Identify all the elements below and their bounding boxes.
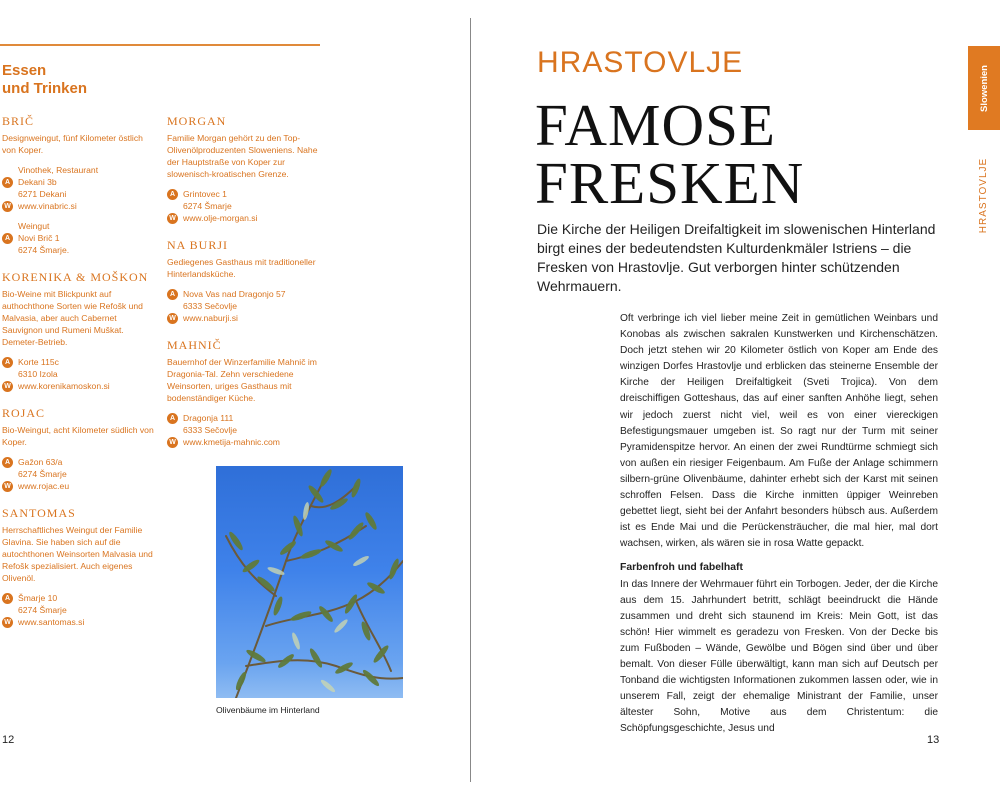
venue-description: Designweingut, fünf Kilometer östlich von Koper. [2, 133, 143, 155]
web-line[interactable] [2, 616, 157, 628]
page-number-right: 13 [927, 734, 940, 746]
address-city: 6274 Šmarje. [18, 245, 70, 255]
web-line[interactable] [167, 212, 322, 224]
address-line: A Novi Brič 1 [2, 232, 157, 244]
chapter-tab-label: Slowenien [978, 64, 990, 112]
article-lead: Die Kirche der Heiligen Dreifaltigkeit im slowenischen Hinterland birgt eines der bedeutendsten Kulturdenkmäler Istriens – die Fresken von Hrastovlje. Gut verborgen hinter schützenden Wehrmauern. [537, 221, 936, 294]
venue-block-weingut [2, 220, 157, 256]
web-line[interactable] [2, 380, 157, 392]
web-icon: W [2, 201, 13, 212]
web-icon: W [167, 213, 178, 224]
web-line[interactable] [2, 200, 157, 212]
venue-block-label: Weingut [18, 221, 50, 231]
address-icon: A [2, 233, 13, 244]
venue-name: MORGAN [167, 114, 227, 128]
venue-description: Familie Morgan gehört zu den Top-Olivenölproduzenten Sloweniens. Nahe der Hauptstraße von Koper zur slowenisch-kroatischen Grenze. [167, 133, 318, 179]
address-icon: A [167, 189, 178, 200]
web-link[interactable]: www.kmetija-mahnic.com [183, 437, 280, 447]
olive-branches-illustration [216, 466, 403, 698]
side-label-text: HRASTOVLJE [978, 157, 990, 233]
photo-caption: Olivenbäume im Hinterland [216, 705, 320, 715]
top-rule [0, 44, 320, 46]
address-city: 6333 Sečovlje [183, 425, 237, 435]
olive-tree-photo [216, 466, 403, 698]
address-icon: A [2, 177, 13, 188]
web-link[interactable]: www.korenikamoskon.si [18, 381, 110, 391]
section-title-line1: Essen [2, 62, 47, 79]
address-line: A Dragonja 111 [167, 412, 322, 424]
headline-line2: FRESKEN [535, 150, 805, 216]
venue-description: Bio-Weine mit Blickpunkt auf authochthone Sorten wie Refošk und Malvasia, aber auch Cabernet Sauvignon und Rumeni Muškat. Demeter-Betrieb. [2, 289, 143, 347]
address-city: 6274 Šmarje [18, 605, 67, 615]
venue-column-left [2, 114, 157, 642]
address-icon: A [167, 413, 178, 424]
address-city: 6333 Sečovlje [183, 301, 237, 311]
venue-rojac [2, 406, 157, 492]
article-kicker: HRASTOVLJE [537, 46, 744, 79]
side-label [968, 150, 1000, 240]
venue-column-right [167, 114, 322, 462]
web-link[interactable]: www.vinabric.si [18, 201, 77, 211]
venue-name: BRIČ [2, 114, 35, 128]
address-line: A Nova Vas nad Dragonjo 57 [167, 288, 322, 300]
web-icon: W [167, 313, 178, 324]
web-icon: W [167, 437, 178, 448]
venue-santomas [2, 506, 157, 628]
article-body [620, 311, 938, 745]
venue-block-label: Vinothek, Restaurant [18, 165, 99, 175]
venue-na-burji [167, 238, 322, 324]
venue-description: Herrschaftliches Weingut der Familie Glavina. Sie haben sich auf die autochthonen Weinsorten Malvasia und Refošk spezialisiert. Auch eigenes Olivenöl. [2, 525, 153, 583]
address-city: 6310 Izola [18, 369, 58, 379]
address-icon: A [167, 289, 178, 300]
address-line: A Šmarje 10 [2, 592, 157, 604]
address-line: A Grintovec 1 [167, 188, 322, 200]
venue-name: NA BURJI [167, 238, 229, 252]
address-line: A Gažon 63/a [2, 456, 157, 468]
web-link[interactable]: www.santomas.si [18, 617, 85, 627]
venue-name: SANTOMAS [2, 506, 76, 520]
venue-description: Bauernhof der Winzerfamilie Mahnič im Dragonia-Tal. Zehn verschiedene Weinsorten, uriges Gasthaus mit bodenständiger Küche. [167, 357, 317, 403]
address-city: 6274 Šmarje [183, 201, 232, 211]
venue-morgan [167, 114, 322, 224]
venue-korenika [2, 270, 157, 392]
address-icon: A [2, 457, 13, 468]
venue-name: KORENIKA & MOŠKON [2, 270, 149, 284]
address-line: A Dekani 3b [2, 176, 157, 188]
headline-line1: FAMOSE [535, 92, 776, 158]
venue-bric [2, 114, 157, 256]
address-city: 6274 Šmarje [18, 469, 67, 479]
page-number-left: 12 [2, 734, 15, 746]
address-line: A Korte 115c [2, 356, 157, 368]
body-paragraph-2: In das Innere der Wehrmauer führt ein Torbogen. Jeder, der die Kirche aus dem 15. Jahrhundert betritt, schlägt beeindruckt die Hände zusammen und dreht sich staunend im Kreis: Mein Gott, ist das schön! Hier wimmelt es geradezu von Fresken. Von der Decke bis zum Fußboden – Wände, Gewölbe und Bögen sind über und über bemalt. Von dieser Fülle überwältigt, kann man sich auf Deutsch per Tonband die wichtigsten Informationen zukommen lassen oder, wie in unserem Fall, zeigt der ehemalige Ministrant der Familie, unser ältester Sohn, Motive aus dem Christentum: die Schöpfungsgeschichte, Jesus und [620, 578, 938, 735]
venue-mahnic [167, 338, 322, 448]
address-icon: A [2, 593, 13, 604]
article-headline [535, 92, 805, 216]
venue-name: ROJAC [2, 406, 46, 420]
body-paragraph-1: Oft verbringe ich viel lieber meine Zeit in gemütlichen Weinbars und Konobas als zwischen sakralen Kunstwerken und Kirchenschätzen. Doch jetzt stehen wir 20 Kilometer östlich von Koper am Ende des winzigen Dorfes Hrastovlje und erblicken das steinerne Ensemble der Kirche der Heiligen Dreifaltigkeit (Sveti Trojica). Von dem dreischiffigen Gotteshaus, das auf einer sanften Anhöhe liegt, sehen wir jedoch zuerst nicht viel, weil es von einer viereckigen Befestigungsmauer umgeben ist. So ragt nur der Turm mit seiner Pyramidenspitze hervor. An einen der zwei Rundtürme schmiegt sich von außen ein riesiger Feigenbaum. Am Fuße der Anlage schimmern silbern-grüne Olivenbäume, dahinter erhebt sich der Karst mit seinen schroffen Felsen. Dass die Kirche inmitten üppiger Weinreben gebettet liegt, sieht bei der Anfahrt besonders hübsch aus. Außerdem ist es Ende Mai und die Perückensträucher, die mal hier, mal dort wachsen, wirken, als wären sie in rosa Watte gepackt. [620, 313, 938, 550]
web-line[interactable] [167, 312, 322, 324]
web-link[interactable]: www.naburji.si [183, 313, 238, 323]
venue-description: Gediegenes Gasthaus mit traditioneller Hinterlandsküche. [167, 257, 316, 279]
web-icon: W [2, 481, 13, 492]
address-icon: A [2, 357, 13, 368]
body-subheading: Farbenfroh und fabelhaft [620, 562, 743, 574]
web-line[interactable] [167, 436, 322, 448]
chapter-tab-text [968, 46, 1000, 130]
web-icon: W [2, 381, 13, 392]
venue-block-vinothek [2, 164, 157, 212]
section-title-line2: und Trinken [2, 80, 88, 97]
web-link[interactable]: www.olje-morgan.si [183, 213, 258, 223]
web-link[interactable]: www.rojac.eu [18, 481, 70, 491]
venue-name: MAHNIČ [167, 338, 222, 352]
section-title [2, 62, 87, 98]
address-city: 6271 Dekani [18, 189, 67, 199]
web-line[interactable] [2, 480, 157, 492]
venue-description: Bio-Weingut, acht Kilometer südlich von Koper. [2, 425, 154, 447]
page-spine [470, 18, 471, 782]
web-icon: W [2, 617, 13, 628]
